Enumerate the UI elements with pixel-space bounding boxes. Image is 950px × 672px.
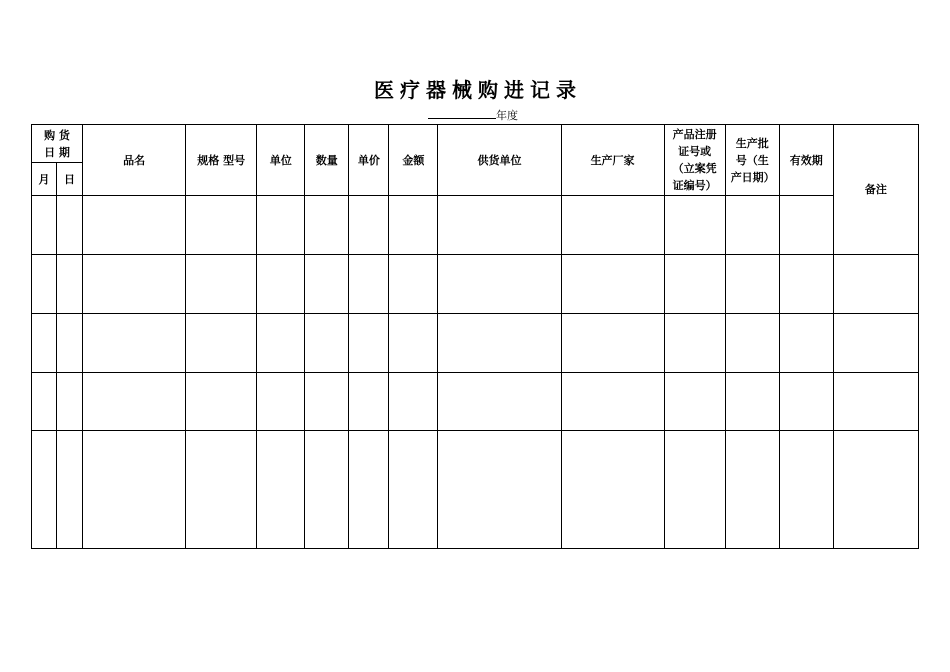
cell-supplier[interactable] [438, 431, 561, 549]
table-row [32, 431, 919, 549]
header-registration-no: 产品注册证号或（立案凭证编号） [664, 125, 725, 196]
cell-manufacturer[interactable] [561, 196, 664, 255]
year-blank-field[interactable] [428, 108, 496, 119]
cell-batch-no[interactable] [725, 431, 779, 549]
cell-month[interactable] [32, 431, 57, 549]
cell-batch-no[interactable] [725, 314, 779, 373]
header-month: 月 [32, 163, 57, 196]
cell-month[interactable] [32, 373, 57, 431]
header-supplier: 供货单位 [438, 125, 561, 196]
cell-batch-no[interactable] [725, 255, 779, 314]
cell-manufacturer[interactable] [561, 255, 664, 314]
cell-unit[interactable] [257, 431, 305, 549]
cell-unit-price[interactable] [349, 314, 389, 373]
cell-registration-no[interactable] [664, 431, 725, 549]
cell-product-name[interactable] [83, 255, 186, 314]
cell-manufacturer[interactable] [561, 314, 664, 373]
header-row [32, 125, 919, 163]
table-row [32, 373, 919, 431]
header-product-name: 品名 [83, 125, 186, 196]
cell-unit-price[interactable] [349, 373, 389, 431]
cell-month[interactable] [32, 196, 57, 255]
cell-manufacturer[interactable] [561, 431, 664, 549]
cell-unit-price[interactable] [349, 196, 389, 255]
header-batch-no: 生产批号（生产日期） [725, 125, 779, 196]
cell-quantity[interactable] [305, 314, 349, 373]
table-row [32, 314, 919, 373]
cell-spec-model[interactable] [186, 373, 257, 431]
cell-month[interactable] [32, 255, 57, 314]
cell-batch-no[interactable] [725, 196, 779, 255]
cell-quantity[interactable] [305, 373, 349, 431]
cell-remarks[interactable] [833, 314, 918, 373]
page-title: 医疗器械购进记录 [374, 78, 582, 102]
cell-registration-no[interactable] [664, 314, 725, 373]
header-purchase-date: 购 货 日 期 [32, 125, 83, 163]
cell-spec-model[interactable] [186, 314, 257, 373]
year-line [428, 107, 518, 123]
cell-supplier[interactable] [438, 255, 561, 314]
header-manufacturer: 生产厂家 [561, 125, 664, 196]
header-remarks: 备注 [833, 125, 918, 255]
cell-registration-no[interactable] [664, 196, 725, 255]
header-spec-model: 规格 型号 [186, 125, 257, 196]
cell-registration-no[interactable] [664, 373, 725, 431]
cell-expiry[interactable] [779, 373, 833, 431]
cell-expiry[interactable] [779, 431, 833, 549]
cell-amount[interactable] [389, 255, 438, 314]
year-label: 年度 [496, 109, 518, 122]
cell-day[interactable] [57, 431, 83, 549]
cell-remarks[interactable] [833, 255, 918, 314]
cell-quantity[interactable] [305, 196, 349, 255]
cell-quantity[interactable] [305, 255, 349, 314]
header-unit-price: 单价 [349, 125, 389, 196]
purchase-record-table [31, 124, 919, 549]
cell-spec-model[interactable] [186, 196, 257, 255]
cell-unit[interactable] [257, 314, 305, 373]
header-amount: 金额 [389, 125, 438, 196]
cell-manufacturer[interactable] [561, 373, 664, 431]
cell-remarks[interactable] [833, 431, 918, 549]
cell-expiry[interactable] [779, 196, 833, 255]
cell-unit-price[interactable] [349, 255, 389, 314]
cell-day[interactable] [57, 255, 83, 314]
cell-unit[interactable] [257, 196, 305, 255]
cell-unit[interactable] [257, 255, 305, 314]
cell-expiry[interactable] [779, 255, 833, 314]
header-day: 日 [57, 163, 83, 196]
cell-amount[interactable] [389, 373, 438, 431]
cell-day[interactable] [57, 314, 83, 373]
cell-day[interactable] [57, 373, 83, 431]
cell-supplier[interactable] [438, 373, 561, 431]
cell-unit-price[interactable] [349, 431, 389, 549]
cell-month[interactable] [32, 314, 57, 373]
cell-spec-model[interactable] [186, 431, 257, 549]
cell-product-name[interactable] [83, 373, 186, 431]
cell-unit[interactable] [257, 373, 305, 431]
cell-product-name[interactable] [83, 196, 186, 255]
header-unit: 单位 [257, 125, 305, 196]
table-row [32, 255, 919, 314]
cell-amount[interactable] [389, 314, 438, 373]
cell-supplier[interactable] [438, 314, 561, 373]
cell-product-name[interactable] [83, 314, 186, 373]
table-row [32, 196, 919, 255]
header-expiry: 有效期 [779, 125, 833, 196]
cell-quantity[interactable] [305, 431, 349, 549]
cell-remarks[interactable] [833, 373, 918, 431]
cell-expiry[interactable] [779, 314, 833, 373]
cell-product-name[interactable] [83, 431, 186, 549]
cell-amount[interactable] [389, 431, 438, 549]
cell-amount[interactable] [389, 196, 438, 255]
cell-supplier[interactable] [438, 196, 561, 255]
cell-registration-no[interactable] [664, 255, 725, 314]
header-quantity: 数量 [305, 125, 349, 196]
cell-day[interactable] [57, 196, 83, 255]
cell-batch-no[interactable] [725, 373, 779, 431]
cell-spec-model[interactable] [186, 255, 257, 314]
